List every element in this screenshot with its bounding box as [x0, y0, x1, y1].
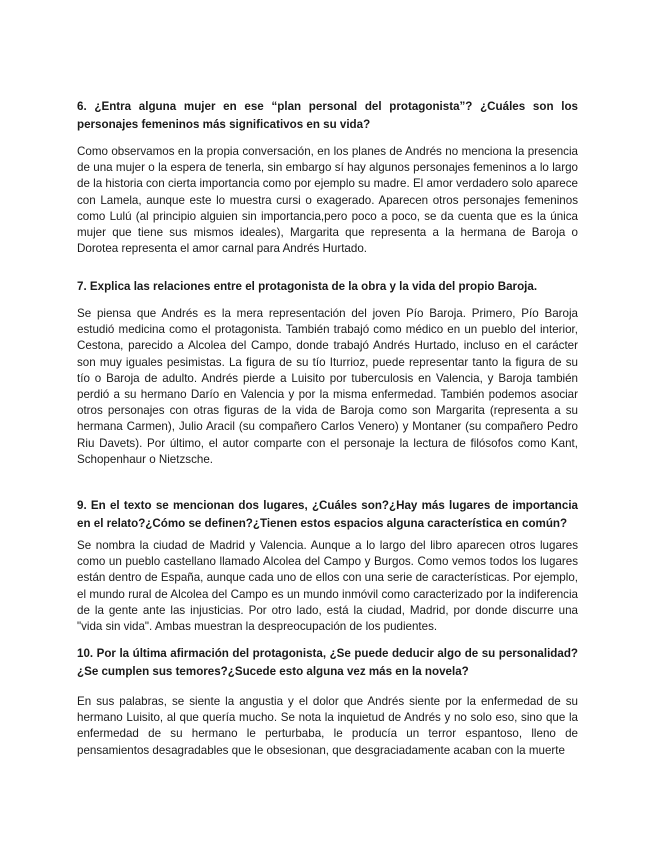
- answer-10-paragraph: En sus palabras, se siente la angustia y el dolor que Andrés siente por la enfermedad de su hermano Luisito, al que quería mucho. Se nota la inquietud de Andrés y no solo eso, sino que la enfermedad de su hermano le perturbaba, le producía un terror espantoso, lleno de pensamientos desagradables que le obsesionan, que desgraciadamente acaban con la muerte: [77, 695, 578, 757]
- question-9-heading: 9. En el texto se mencionan dos lugares, ¿Cuáles son?¿Hay más lugares de importancia en el relato?¿Cómo se definen?¿Tienen estos espacios alguna característica en común?: [77, 499, 578, 530]
- answer-9-paragraph: Se nombra la ciudad de Madrid y Valencia. Aunque a lo largo del libro aparecen otros lugares como un pueblo castellano llamado Alcolea del Campo y Burgos. Como vemos todos los lugares están dentro de España, aunque cada uno de ellos con una serie de características. Por ejemplo, el mundo rural de Alcolea del Campo es un mundo inmóvil como caracterizado por la indiferencia de la gente ante las injusticias. Por otro lado, está la ciudad, Madrid, por donde discurre una "vida sin vida". Ambas muestran la despreocupación de los pudientes.: [77, 539, 578, 634]
- question-10-heading: 10. Por la última afirmación del protagonista, ¿Se puede deducir algo de su personalidad?¿Se cumplen sus temores?¿Sucede esto alguna vez más en la novela?: [77, 647, 578, 678]
- answer-7-paragraph: Se piensa que Andrés es la mera representación del joven Pío Baroja. Primero, Pío Baroja estudió medicina como el protagonista. También trabajó como médico en un pueblo del interior, Cestona, parecido a Alcolea del Campo, donde trabajó Andrés Hurtado, incluso en el carácter son muy iguales pesimistas. La figura de su tío Iturrioz, puede representar tanto la figura de su tío o Baroja de adulto. Andrés pierde a Luisito por tuberculosis en Valencia, y Baroja también perdió a su hermano Darío en Valencia y por la misma enfermedad. También podemos asociar otros personajes con otras figuras de la vida de Baroja como son Margarita (representa a su hermana Carmen), Julio Aracil (su compañero Carlos Venero) y Montaner (su compañero Pedro Riu Davets). Por último, el autor comparte con el personaje la lectura de filósofos como Kant, Schopenhaur o Nietzsche.: [77, 307, 578, 466]
- question-6-heading: 6. ¿Entra alguna mujer en ese “plan personal del protagonista”? ¿Cuáles son los personajes femeninos más significativos en su vida?: [77, 100, 578, 131]
- question-7-heading: 7. Explica las relaciones entre el protagonista de la obra y la vida del propio Baroja.: [77, 280, 538, 293]
- answer-6-paragraph: Como observamos en la propia conversación, en los planes de Andrés no menciona la presencia de una mujer o la espera de tenerla, sin embargo sí hay algunos personajes femeninos a lo largo de la historia con cierta importancia como por ejemplo su madre. El amor verdadero solo aparece con Lamela, aunque este lo muestra cursi o exagerado. Aparecen otros personajes femeninos como Lulú (al principio alguien sin importancia,pero poco a poco, se da cuenta que es la única mujer que tiene sus mismos ideales), Margarita que representa a la hermana de Baroja o Dorotea representa el amor carnal para Andrés Hurtado.: [77, 145, 578, 256]
